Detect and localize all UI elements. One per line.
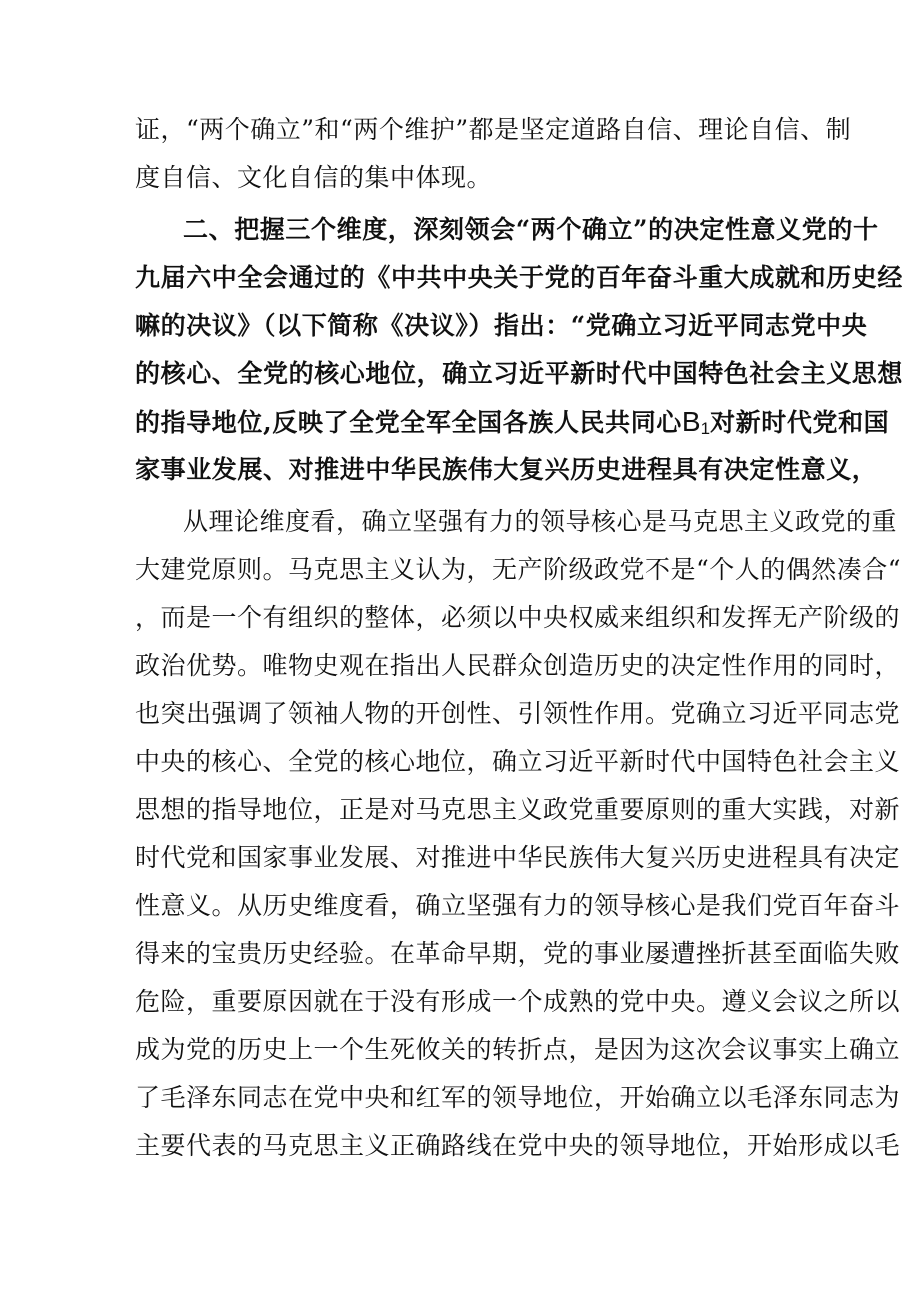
- line-segment: 的指导地位,反映了全党全军全国各族人民共同心: [135, 408, 682, 437]
- section-heading-line: 的核心、全党的核心地位，确立习近平新时代中国特色社会主义思想: [135, 359, 904, 388]
- paragraph-line: 政治优势。唯物史观在指出人民群众创造历史的决定性作用的同时，: [135, 651, 901, 680]
- paragraph-line: 危险，重要原因就在于没有形成一个成熟的党中央。遵义会议之所以: [135, 987, 901, 1016]
- paragraph-line: 从理论维度看，确立坚强有力的领导核心是马克思主义政党的重: [183, 507, 898, 536]
- line-segment: 对新时代党和国: [710, 408, 890, 437]
- paragraph-line: 时代党和国家事业发展、对推进中华民族伟大复兴历史进程具有决定: [135, 843, 901, 872]
- stray-glyph: [682, 406, 710, 437]
- paragraph-line: 中央的核心、全党的核心地位，确立习近平新时代中国特色社会主义: [135, 747, 901, 776]
- paragraph-line: 得来的宝贵历史经验。在革命早期，党的事业屡遭挫折甚至面临失败: [135, 939, 901, 968]
- paragraph-line: 性意义。从历史维度看，确立坚强有力的领导核心是我们党百年奋斗: [135, 891, 901, 920]
- paragraph-line: 了毛泽东同志在党中央和红军的领导地位，开始确立以毛泽东同志为: [135, 1083, 901, 1112]
- paragraph-line: 成为党的历史上一个生死攸关的转折点，是因为这次会议事实上确立: [135, 1035, 901, 1064]
- section-heading-line: 嘛的决议》（以下简称《决议》）指出：“党确立习近平同志党中央: [135, 311, 868, 340]
- stray-glyph-letter: B: [681, 406, 701, 437]
- text-line: 证，“两个确立”和“两个维护”都是坚定道路自信、理论自信、制: [135, 115, 852, 144]
- text-line: 度自信、文化自信的集中体现。: [135, 163, 493, 192]
- paragraph-line: 也突出强调了领袖人物的开创性、引领性作用。党确立习近平同志党: [135, 699, 901, 728]
- paragraph-line: 主要代表的马克思主义正确路线在党中央的领导地位，开始形成以毛: [135, 1131, 901, 1160]
- paragraph-line: 大建党原则。马克思主义认为，无产阶级政党不是“个人的偶然凑合“: [135, 555, 902, 584]
- stray-glyph-subscript: 1: [700, 419, 711, 438]
- paragraph-line: ，而是一个有组织的整体，必须以中央权威来组织和发挥无产阶级的: [135, 603, 901, 632]
- section-heading-line: 家事业发展、对推进中华民族伟大复兴历史进程具有决定性意义，: [135, 455, 878, 484]
- section-heading-line: [135, 402, 890, 442]
- section-heading-line: 二、把握三个维度，深刻领会“两个确立”的决定性意义党的十: [183, 215, 879, 244]
- paragraph-line: 思想的指导地位，正是对马克思主义政党重要原则的重大实践，对新: [135, 795, 901, 824]
- section-heading-line: 九届六中全会通过的《中共中央关于党的百年奋斗重大成就和历史经: [135, 263, 904, 292]
